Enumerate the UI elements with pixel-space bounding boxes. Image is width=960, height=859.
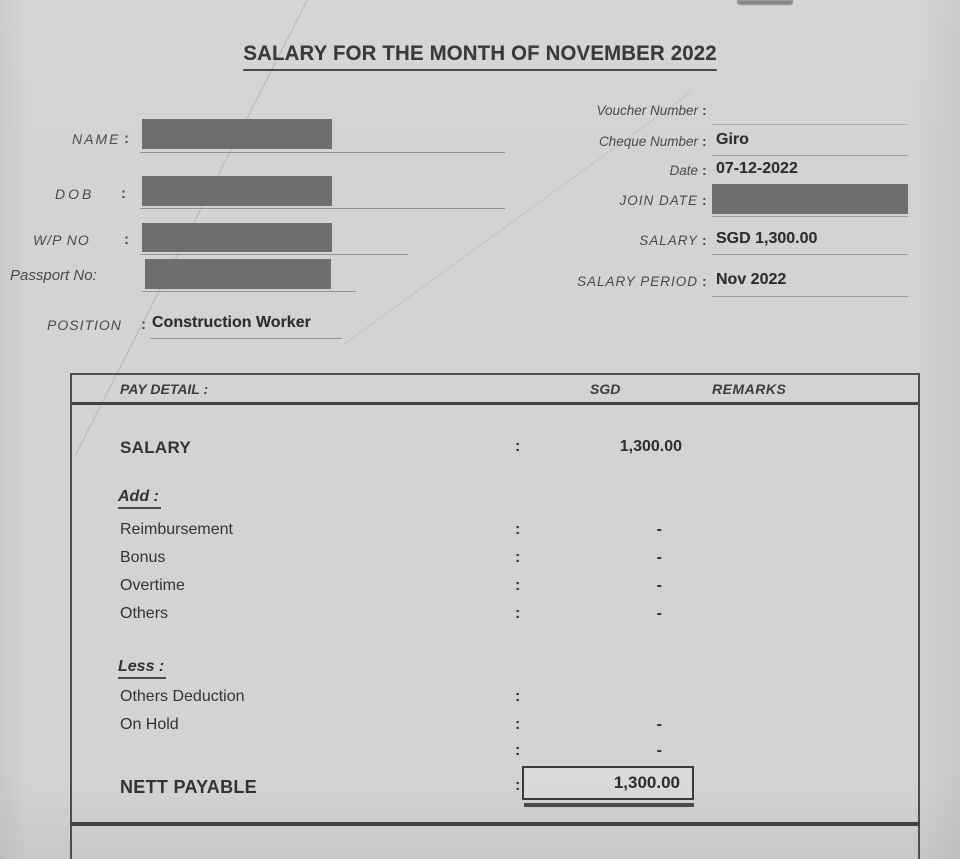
dob-colon: : [121,185,126,202]
sgd-column-header: SGD [590,381,621,397]
date-colon: : [702,162,707,178]
wp-no-underline [140,254,408,255]
table-bottom-separator [70,822,920,826]
salary-period-colon: : [702,273,707,289]
table-row-others-deduction [72,688,918,712]
paper-crease [342,91,692,346]
pay-detail-table [70,373,920,859]
pay-detail-header: PAY DETAIL : [120,381,209,397]
date-label: Date [669,163,698,178]
passport-no-label: Passport No: [10,267,97,284]
table-row-others [72,605,918,629]
others-colon: : [515,605,521,622]
salary-value: SGD 1,300.00 [716,230,818,247]
salary-period-underline [712,296,908,297]
bonus-colon: : [515,549,521,566]
bonus-label: Bonus [120,549,166,566]
table-row-nett-payable [72,775,918,799]
on-hold-label: On Hold [120,716,179,733]
name-redacted-value [142,119,332,149]
cheque-number-value: Giro [716,131,749,148]
position-value: Construction Worker [152,314,311,331]
pay-detail-header-row [72,375,918,405]
salary-row-value: 1,300.00 [619,438,682,455]
voucher-number-underline [712,124,908,125]
wp-no-label: W/P NO [33,232,90,248]
others-deduction-colon: : [515,688,521,705]
remarks-column-header: REMARKS [712,381,787,397]
table-row-overtime [72,577,918,601]
nett-payable-label: NETT PAYABLE [120,777,257,797]
cropped-text-smudge [737,0,793,5]
voucher-number-label: Voucher Number [596,103,698,118]
cheque-number-colon: : [702,133,707,149]
reimbursement-label: Reimbursement [120,521,233,538]
table-row-on-hold [72,716,918,740]
reimbursement-value: - [656,521,662,538]
name-label: NAME [72,131,121,147]
passport-no-underline [142,291,356,292]
position-colon: : [141,316,146,333]
table-row-reimbursement [72,521,918,545]
dob-redacted-value [142,176,332,206]
name-colon: : [124,130,129,147]
wp-no-colon: : [124,231,129,248]
others-label: Others [120,605,169,622]
salary-row-colon: : [515,438,521,455]
salary-underline [712,254,908,255]
table-row-salary [72,438,918,462]
join-date-redacted-value [712,184,908,214]
salary-period-label: SALARY PERIOD [576,274,698,289]
dob-label: DOB [55,186,95,202]
document-title [0,42,960,71]
nett-payable-box-shadow [524,803,694,807]
passport-no-redacted-value [145,259,331,289]
name-underline [140,152,505,153]
salary-period-value: Nov 2022 [716,271,787,288]
nett-payable-colon: : [515,777,521,794]
document-title-text: SALARY FOR THE MONTH OF NOVEMBER 2022 [243,42,716,71]
blank-row-value: - [656,742,662,759]
salary-colon: : [702,232,707,248]
nett-payable-value-box: 1,300.00 [522,766,694,800]
join-date-colon: : [702,192,707,208]
date-value: 07-12-2022 [716,160,798,177]
on-hold-colon: : [515,716,521,733]
cheque-number-label: Cheque Number [598,134,698,149]
salary-label: SALARY [639,233,698,248]
less-section-label: Less : [118,658,166,679]
position-underline [150,338,342,339]
wp-no-redacted-value [142,223,332,252]
table-row-bonus [72,549,918,573]
bonus-value: - [656,549,662,566]
table-section-add [72,488,918,512]
add-section-label: Add : [118,488,161,509]
blank-row-colon: : [515,742,521,759]
overtime-label: Overtime [120,577,185,594]
position-label: POSITION [47,317,122,333]
overtime-value: - [656,577,662,594]
overtime-colon: : [515,577,521,594]
table-section-less [72,658,918,682]
salary-row-label: SALARY [120,438,192,457]
voucher-number-colon: : [702,102,707,118]
others-deduction-label: Others Deduction [120,688,245,705]
join-date-label: JOIN DATE [619,193,698,208]
dob-underline [140,208,505,209]
on-hold-value: - [656,716,662,733]
join-date-underline [712,216,908,217]
table-row-blank [72,742,918,766]
reimbursement-colon: : [515,521,521,538]
others-value: - [656,605,662,622]
cheque-number-underline [712,155,908,156]
